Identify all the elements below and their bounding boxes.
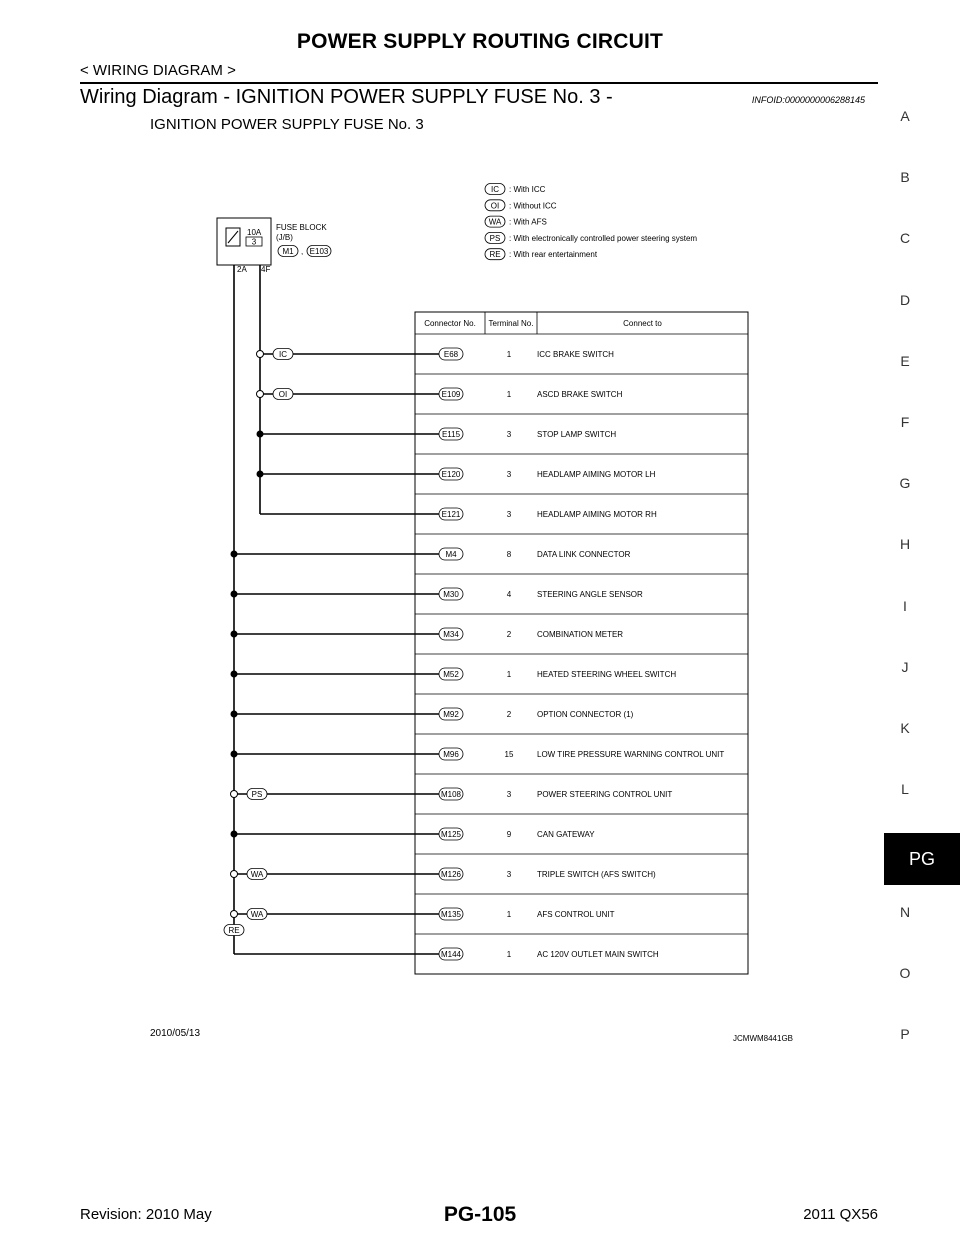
legend bbox=[485, 184, 697, 260]
fuse-connector-e103: E103 bbox=[309, 247, 329, 256]
figure-id: JCMWM8441GB bbox=[733, 1034, 794, 1043]
page-header-title: POWER SUPPLY ROUTING CIRCUIT bbox=[296, 30, 664, 53]
fuse-block-box bbox=[217, 218, 271, 265]
footer-page-number: PG-105 bbox=[443, 1203, 517, 1226]
side-index-letter: I bbox=[903, 597, 907, 614]
connector-m34: M34 bbox=[443, 630, 459, 639]
junction-dot bbox=[231, 831, 238, 838]
connect-to-label: ASCD BRAKE SWITCH bbox=[537, 390, 623, 399]
legend-text: : With electronically controlled power steering system bbox=[509, 233, 698, 243]
connect-to-label: STOP LAMP SWITCH bbox=[537, 430, 617, 439]
fuse-block-sub: (J/B) bbox=[276, 233, 293, 242]
connector-m30: M30 bbox=[443, 590, 459, 599]
terminal-number: 8 bbox=[506, 550, 512, 559]
connect-to-label: CAN GATEWAY bbox=[537, 830, 595, 839]
connector-m4: M4 bbox=[445, 550, 457, 559]
option-junction bbox=[231, 871, 238, 878]
connector-m126: M126 bbox=[440, 870, 462, 879]
side-index-letter: A bbox=[900, 108, 910, 124]
connect-to-label: HEATED STEERING WHEEL SWITCH bbox=[537, 670, 677, 679]
side-index-letter: G bbox=[899, 475, 911, 492]
legend-code-ps: PS bbox=[489, 233, 501, 243]
connect-to-label: OPTION CONNECTOR (1) bbox=[537, 710, 634, 719]
side-index-letter: J bbox=[901, 658, 909, 675]
table-header-connector: Connector No. bbox=[424, 319, 476, 328]
junction-dot bbox=[231, 751, 238, 758]
option-tag-re: RE bbox=[228, 926, 240, 935]
terminal-number: 1 bbox=[506, 350, 512, 359]
connect-to-label: COMBINATION METER bbox=[537, 630, 624, 639]
terminal-number: 9 bbox=[506, 830, 512, 839]
side-index-letter: O bbox=[899, 964, 911, 981]
terminal-number: 3 bbox=[506, 510, 512, 519]
connector-table bbox=[415, 312, 748, 974]
terminal-number: 2 bbox=[506, 630, 512, 639]
footer-revision: Revision: 2010 May bbox=[80, 1206, 212, 1223]
diagram-title: IGNITION POWER SUPPLY FUSE No. 3 bbox=[150, 116, 424, 133]
legend-text: : Without ICC bbox=[509, 201, 557, 211]
connect-to-label: STEERING ANGLE SENSOR bbox=[537, 590, 643, 599]
side-index-letter: P bbox=[900, 1026, 910, 1042]
side-index-letter: N bbox=[899, 903, 911, 920]
page-header-subtitle: < WIRING DIAGRAM > bbox=[80, 62, 236, 79]
connect-to-label: AFS CONTROL UNIT bbox=[537, 910, 615, 919]
option-junction bbox=[231, 791, 238, 798]
side-index-letter: C bbox=[899, 230, 911, 247]
junction-dot bbox=[231, 671, 238, 678]
fuse-amperage: 10A bbox=[247, 228, 262, 237]
table-header-connect-to: Connect to bbox=[623, 319, 662, 328]
side-index-tab-active: PG bbox=[884, 833, 960, 885]
section-title: Wiring Diagram - IGNITION POWER SUPPLY FUSE No. 3 - bbox=[80, 86, 613, 108]
terminal-number: 2 bbox=[506, 710, 512, 719]
junction-dot bbox=[231, 591, 238, 598]
legend-code-oi: OI bbox=[490, 201, 500, 211]
table-header-terminal: Terminal No. bbox=[488, 319, 534, 328]
junction-dot bbox=[231, 711, 238, 718]
legend-text: : With AFS bbox=[509, 217, 547, 227]
junction-dot bbox=[257, 431, 264, 438]
connector-e109: E109 bbox=[441, 390, 461, 399]
footer-model: 2011 QX56 bbox=[803, 1206, 878, 1223]
info-id: INFOID:0000000006288145 bbox=[751, 95, 865, 105]
option-tag-wa: WA bbox=[250, 910, 264, 919]
connector-m108: M108 bbox=[440, 790, 462, 799]
fuse-terminal-left: 2A bbox=[237, 265, 247, 274]
fuse-terminal-right: 4F bbox=[261, 265, 271, 274]
side-index-letter: L bbox=[901, 781, 909, 798]
option-tag-oi: OI bbox=[278, 390, 288, 399]
terminal-number: 3 bbox=[506, 790, 512, 799]
connect-to-label: TRIPLE SWITCH (AFS SWITCH) bbox=[537, 870, 656, 879]
terminal-number: 1 bbox=[506, 670, 512, 679]
diagram-date: 2010/05/13 bbox=[150, 1028, 201, 1039]
legend-code-wa: WA bbox=[488, 217, 502, 227]
side-index-letter: H bbox=[899, 536, 911, 553]
option-tag-ic: IC bbox=[279, 350, 287, 359]
connector-e115: E115 bbox=[441, 430, 461, 439]
junction-dot bbox=[231, 551, 238, 558]
connector-m135: M135 bbox=[440, 910, 462, 919]
fuse-number: 3 bbox=[251, 237, 257, 247]
connector-e121: E121 bbox=[441, 510, 461, 519]
connector-m52: M52 bbox=[443, 670, 459, 679]
wires bbox=[224, 265, 439, 954]
junction-dot bbox=[257, 471, 264, 478]
junction-dot bbox=[231, 631, 238, 638]
terminal-number: 4 bbox=[506, 590, 512, 599]
connector-separator: , bbox=[301, 247, 304, 256]
option-tag-ps: PS bbox=[251, 790, 263, 799]
connect-to-label: ICC BRAKE SWITCH bbox=[537, 350, 614, 359]
terminal-number: 1 bbox=[506, 390, 512, 399]
connector-e120: E120 bbox=[441, 470, 461, 479]
connect-to-label: AC 120V OUTLET MAIN SWITCH bbox=[537, 950, 659, 959]
terminal-number: 3 bbox=[506, 430, 512, 439]
connector-m144: M144 bbox=[440, 950, 462, 959]
connect-to-label: LOW TIRE PRESSURE WARNING CONTROL UNIT bbox=[537, 750, 725, 759]
side-index-letter: F bbox=[900, 414, 910, 430]
legend-code-re: RE bbox=[489, 250, 501, 260]
side-index-letter: K bbox=[900, 720, 910, 736]
option-junction bbox=[231, 911, 238, 918]
terminal-number: 15 bbox=[504, 750, 514, 759]
fuse-connector-m1: M1 bbox=[282, 247, 294, 256]
connect-to-label: HEADLAMP AIMING MOTOR RH bbox=[537, 510, 657, 519]
connector-m125: M125 bbox=[440, 830, 462, 839]
connector-m96: M96 bbox=[443, 750, 459, 759]
terminal-number: 1 bbox=[506, 910, 512, 919]
terminal-number: 3 bbox=[506, 470, 512, 479]
option-tag-wa: WA bbox=[250, 870, 264, 879]
fuse-block-name: FUSE BLOCK bbox=[276, 223, 327, 232]
legend-text: : With ICC bbox=[509, 185, 546, 194]
connector-m92: M92 bbox=[443, 710, 459, 719]
side-index-letter: E bbox=[900, 352, 910, 369]
legend-text: : With rear entertainment bbox=[509, 250, 598, 260]
connector-e68: E68 bbox=[443, 350, 459, 359]
connect-to-label: POWER STEERING CONTROL UNIT bbox=[537, 790, 673, 799]
connect-to-label: DATA LINK CONNECTOR bbox=[537, 550, 631, 559]
terminal-number: 1 bbox=[506, 950, 512, 959]
connect-to-label: HEADLAMP AIMING MOTOR LH bbox=[537, 470, 656, 479]
option-junction bbox=[257, 351, 264, 358]
side-index-letter: B bbox=[900, 169, 910, 186]
side-index-letter: D bbox=[899, 291, 911, 308]
legend-code-ic: IC bbox=[491, 185, 499, 194]
terminal-number: 3 bbox=[506, 870, 512, 879]
option-junction bbox=[257, 391, 264, 398]
